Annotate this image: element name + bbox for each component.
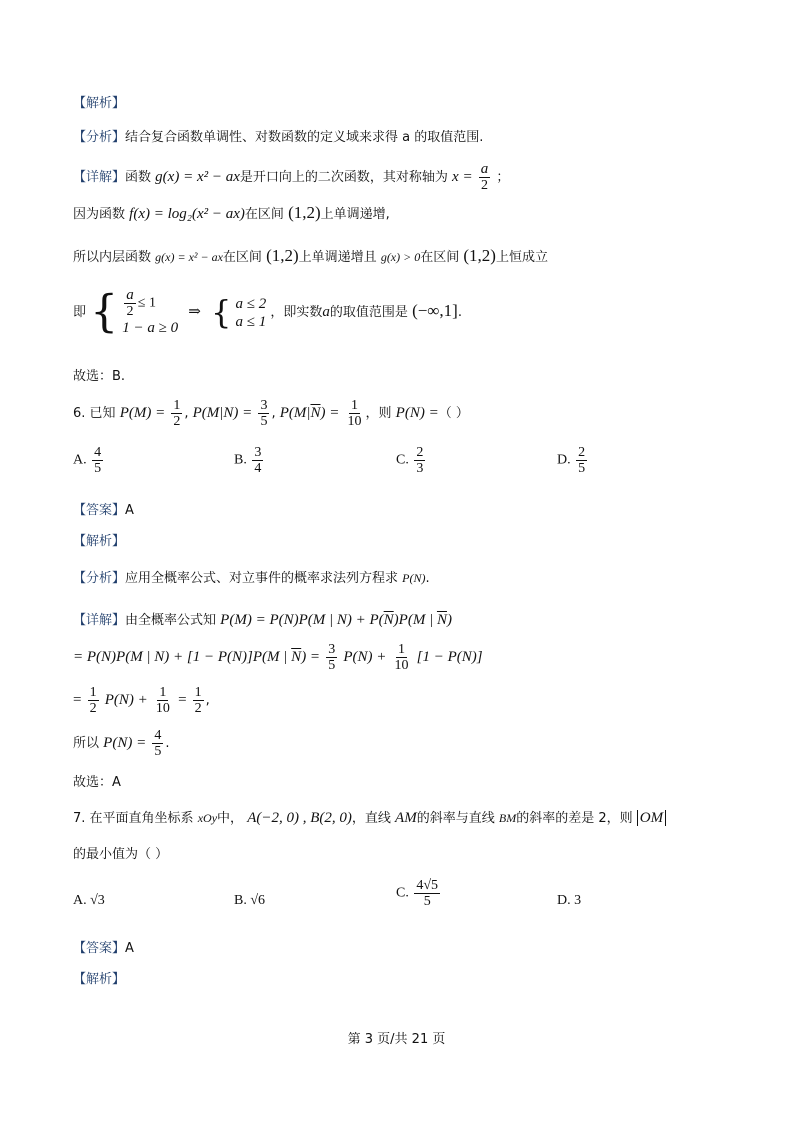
q6-fenxi: 【分析】应用全概率公式、对立事件的概率求法列方程求 P(N). (73, 571, 430, 586)
q7-stem-line2: 的最小值为（ ） (73, 847, 169, 862)
q6-option-b: B. $\frac{3}{4}$ (234, 445, 262, 476)
q6-option-a: A. $\frac{4}{5}$ (73, 445, 102, 476)
q7-answer: 【答案】A (73, 941, 134, 956)
q7-option-c: C. $\frac{4√5}{5}$ (396, 878, 439, 909)
q5-line3: 所以内层函数 g(x) = x² − ax在区间 (1,2)上单调递增且 g(x) > 0在区间 (1,2)上恒成立 (73, 246, 548, 265)
q7-option-d: D. 3 (557, 893, 582, 908)
brace-left: { (90, 286, 119, 338)
q7-option-a: A. √3 (73, 893, 105, 908)
q6-answer: 【答案】A (73, 503, 134, 518)
q6-option-d: D. $\frac{2}{5}$ (557, 445, 586, 476)
page-footer: 第 3 页/共 21 页 (347, 1032, 446, 1047)
q7-stem-line1: 7. 在平面直角坐标系 xOy中， A(−2, 0) , B(2, 0)，直线 AM的斜率与直线 BM的斜率的差是 2，则 OM (73, 808, 666, 829)
q5-fenxi: 【分析】结合复合函数单调性、对数函数的定义域来求得 a 的取值范围. (73, 130, 484, 145)
q5-line2: 因为函数 f(x) = log₂(x² − ax)在区间 (1,2)上单调递增, (73, 203, 390, 222)
q6-jiexi-tag: 【解析】 (73, 534, 126, 549)
brace-left-2: { (211, 293, 232, 332)
q6-xiangjie-line1: 【详解】由全概率公式知 P(M) = P(N)P(M | $N) + P(\overline{N})P(M$ | $\overline{N}$) (73, 612, 452, 628)
q7-option-b: B. √6 (234, 893, 266, 908)
q6-stem: 6. 已知 P(M) = $\frac{1}{2}$ , P(M|N) = $\frac{3}{5}$ , $P(M|\overline{N})$ = $\frac{1}{10}$ ，则 P(N) =（ ） (73, 398, 469, 429)
q6-choice: 故选：A (73, 775, 121, 790)
q5-xiangjie-line1: 【详解】函数 g(x) = x² − ax是开口向上的二次函数，其对称轴为 x = $\frac{a}{2}$ ； (73, 161, 510, 193)
q6-xiangjie-line4: 所以 P(N) = $\frac{4}{5}$ . (73, 728, 170, 759)
q5-choice: 故选：B. (73, 369, 126, 384)
q6-option-c: C. $\frac{2}{3}$ (396, 445, 424, 476)
q6-xiangjie-line2: = P(N)P(M | N) + [1 − P(N)]P(M | $\overline{N}$) = $\frac{3}{5}$ P(N) + $\frac{1}{10}$ [1 − P(N)] (73, 642, 483, 673)
axis-fraction: $\frac{a}{2}$ (480, 161, 489, 193)
q5-jiexi-tag: 【解析】 (73, 96, 126, 111)
q6-xiangjie-line3: = $\frac{1}{2}$ P(N) + $\frac{1}{10}$ = $\frac{1}{2}$ , (73, 685, 210, 716)
q5-line4-system: 即 { $\frac{a}{2}$ ≤ 1 1 − a ≥ 0 ⇒ { a ≤ 2 a ≤ 1 ，即实数a的取值范围是 (−∞,1]. (73, 286, 462, 338)
system-2: a ≤ 2 a ≤ 1 (235, 295, 267, 330)
q7-jiexi-tag: 【解析】 (73, 972, 126, 987)
system-1: $\frac{a}{2}$ ≤ 1 1 − a ≥ 0 (122, 287, 179, 336)
